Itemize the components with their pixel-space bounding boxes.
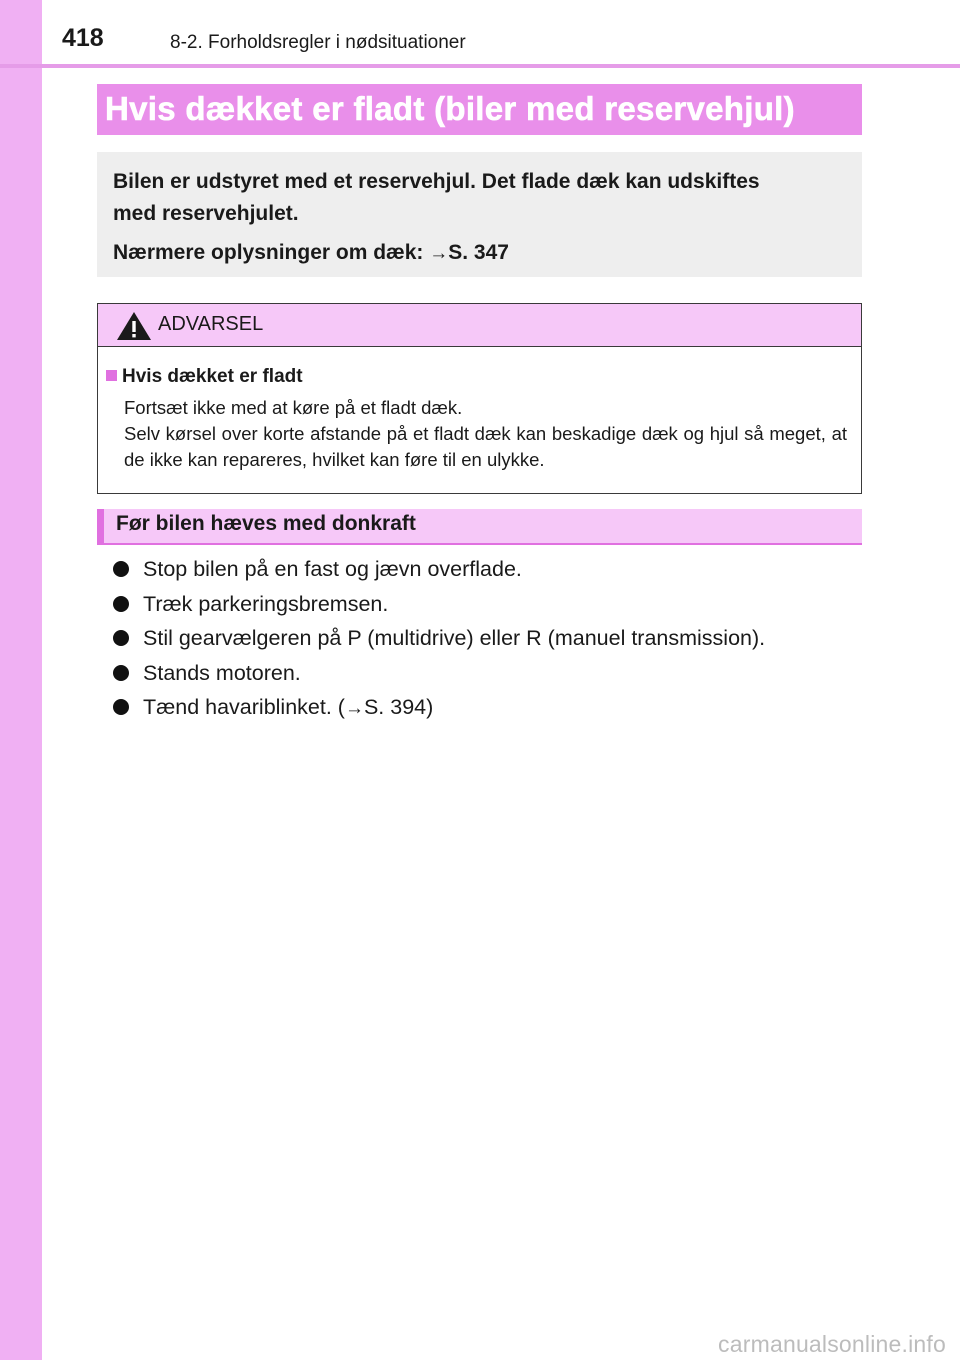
bullet-dot-icon (113, 630, 129, 646)
watermark: carmanualsonline.info (718, 1331, 946, 1357)
section-label: 8-2. Forholdsregler i nødsituationer (170, 32, 466, 53)
square-bullet-icon (106, 370, 117, 381)
bullet-dot-icon (113, 596, 129, 612)
intro-line-1: Bilen er udstyret med et reservehjul. Det flade dæk kan udskiftes (113, 170, 760, 193)
intro-box (97, 152, 862, 277)
warning-header (98, 304, 861, 347)
warning-line-2: Selv kørsel over korte afstande på et fladt dæk kan beskadige dæk og hjul så meget, at de ikke kan repareres, hvilket kan føre til en ulykke. (124, 423, 847, 470)
header-rule (0, 64, 960, 68)
arrow-right-icon: → (429, 243, 449, 264)
arrow-right-icon: → (344, 698, 364, 719)
intro-reference-page[interactable]: S. 347 (448, 241, 509, 264)
warning-subheading (106, 365, 847, 389)
intro-reference-label: Nærmere oplysninger om dæk: (113, 241, 430, 264)
list-item (98, 588, 858, 623)
page-title-bar (97, 84, 862, 135)
step-page-reference[interactable]: S. 394 (363, 695, 427, 719)
list-item (98, 622, 858, 657)
intro-text (113, 166, 846, 230)
page-title: Hvis dækket er fladt (biler med reservehjul) (105, 90, 795, 127)
warning-box (97, 303, 862, 494)
warning-text (124, 395, 847, 473)
list-item (98, 691, 858, 726)
subsection-title: Før bilen hæves med donkraft (116, 512, 416, 535)
warning-subheading-text: Hvis dækket er fladt (122, 366, 303, 387)
bullet-dot-icon (113, 665, 129, 681)
step-text: Tænd havariblinket. ( (143, 695, 345, 719)
warning-title: ADVARSEL (158, 313, 264, 335)
intro-reference (113, 237, 846, 270)
list-item (98, 553, 858, 588)
page-number: 418 (62, 24, 104, 52)
bullet-dot-icon (113, 699, 129, 715)
steps-list (98, 553, 858, 726)
step-text: Træk parkeringsbremsen. (143, 591, 389, 616)
intro-line-2: med reservehjulet. (113, 202, 299, 225)
warning-triangle-icon (116, 311, 152, 341)
subsection-header (97, 509, 862, 545)
list-item (98, 657, 858, 692)
side-tab-band (0, 0, 42, 1360)
warning-body (98, 347, 861, 473)
step-text: Stop bilen på en fast og jævn overflade. (143, 557, 522, 581)
step-text-close: ) (426, 695, 434, 719)
bullet-dot-icon (113, 561, 129, 577)
warning-line-1: Fortsæt ikke med at køre på et fladt dæk. (124, 397, 463, 418)
step-text: Stands motoren. (143, 660, 301, 685)
step-text: Stil gearvælgeren på P (multidrive) eller R (manuel transmission). (143, 626, 766, 650)
